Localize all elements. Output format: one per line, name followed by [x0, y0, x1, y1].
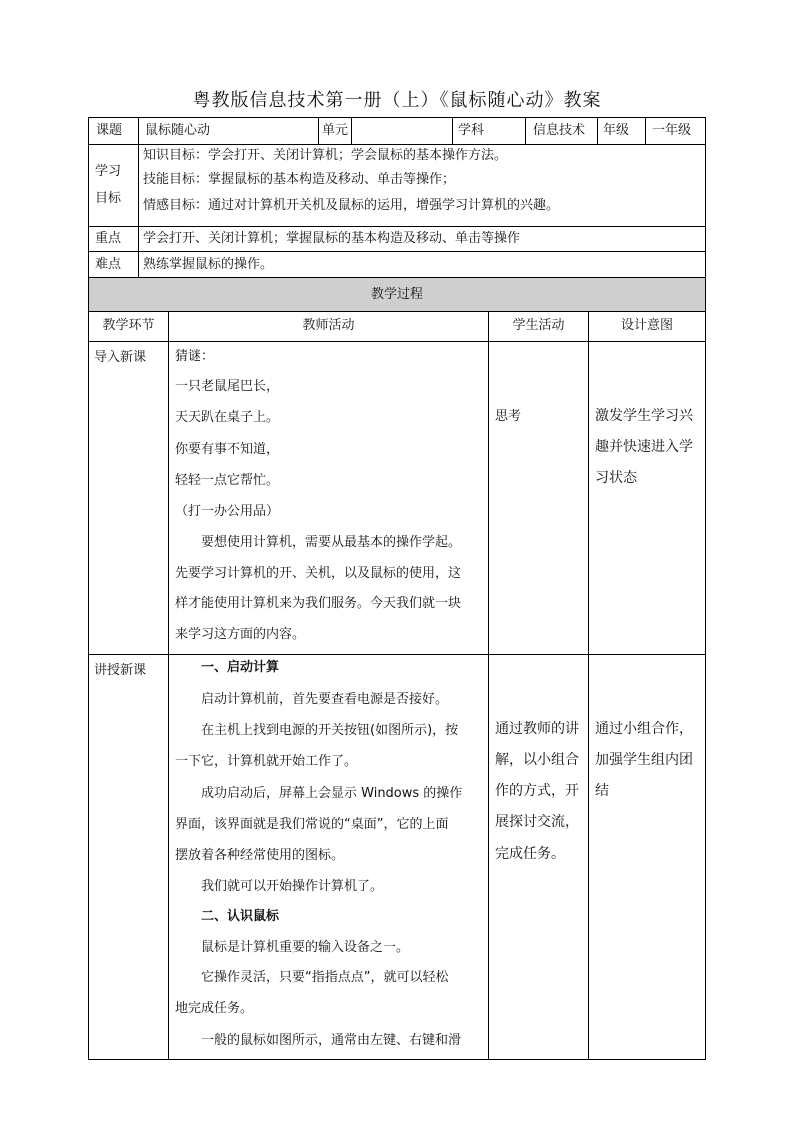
intro-line: 轻轻一点它帮忙。: [175, 473, 280, 488]
lecture-student-activity: [495, 719, 579, 868]
objectives-label-2: 目标: [95, 191, 122, 206]
lecture-teacher-activity: [175, 658, 462, 1053]
lecture-line: 一下它，计算机就开始工作了。: [175, 754, 358, 769]
intro-student-activity: 思考: [495, 409, 522, 424]
lecture-student-line: 通过教师的讲: [495, 721, 579, 737]
course-value: 鼠标随心动: [145, 123, 211, 138]
col-header-teacher: 教师活动: [302, 318, 355, 333]
objective-emotion: 情感目标：通过对计算机开关机及鼠标的运用，增强学习计算机的兴趣。: [143, 198, 560, 213]
intro-line: 猜谜：: [175, 349, 215, 364]
intro-line: 你要有事不知道，: [175, 442, 280, 457]
lecture-line: 我们就可以开始操作计算机了。: [175, 879, 384, 894]
lecture-design-line: 结: [595, 783, 609, 799]
intro-line: 要想使用计算机，需要从最基本的操作学起。: [175, 535, 462, 550]
col-header-student: 学生活动: [512, 318, 565, 333]
process-header: 教学过程: [370, 287, 423, 302]
intro-design-intent: [595, 406, 693, 492]
intro-design-line: 习状态: [595, 470, 637, 486]
grade-value: 一年级: [652, 123, 692, 138]
intro-line: 先要学习计算机的开、关机，以及鼠标的使用，这: [175, 566, 462, 581]
document-title: 粤教版信息技术第一册（上）《鼠标随心动》教案: [192, 90, 602, 111]
difficulties-label: 难点: [95, 257, 122, 272]
subject-value: 信息技术: [533, 123, 586, 138]
col-header-design: 设计意图: [620, 318, 673, 333]
intro-line: 天天趴在桌子上。: [175, 410, 280, 425]
section-heading-startup: 一、启动计算: [175, 660, 280, 675]
lecture-student-line: 解，以小组合: [495, 752, 579, 768]
lecture-line: 界面，该界面就是我们常说的“桌面”，它的上面: [175, 817, 449, 832]
lecture-stage: 讲授新课: [94, 663, 147, 678]
lecture-line: 它操作灵活，只要“指指点点”，就可以轻松: [175, 970, 449, 985]
lecture-student-line: 作的方式，开: [495, 783, 579, 799]
lecture-design-line: 通过小组合作，: [595, 721, 693, 737]
intro-design-line: 激发学生学习兴: [595, 408, 693, 424]
lecture-line: 摆放着各种经常使用的图标。: [175, 848, 345, 863]
intro-stage: 导入新课: [94, 350, 147, 365]
lecture-design-intent: [595, 719, 693, 805]
intro-design-line: 趣并快速进入学: [595, 439, 693, 455]
lecture-line: 启动计算机前，首先要查看电源是否接好。: [175, 692, 449, 707]
lecture-line: 鼠标是计算机重要的输入设备之一。: [175, 940, 410, 955]
unit-label: 单元: [322, 123, 349, 138]
intro-line: 一只老鼠尾巴长，: [175, 379, 280, 394]
difficulties-value: 熟练掌握鼠标的操作。: [143, 257, 274, 272]
lecture-line: 成功启动后，屏幕上会显示 Windows 的操作: [175, 786, 463, 801]
grade-label: 年级: [603, 123, 630, 138]
key-points-value: 学会打开、关闭计算机；掌握鼠标的基本构造及移动、单击等操作: [143, 231, 521, 246]
objectives-list: [143, 146, 559, 219]
lecture-line: 地完成任务。: [175, 1001, 254, 1016]
intro-teacher-activity: [175, 347, 461, 649]
lecture-student-line: 展探讨交流，: [495, 814, 579, 830]
intro-line: （打一办公用品）: [175, 504, 280, 519]
lecture-design-line: 加强学生组内团: [595, 752, 693, 768]
intro-line: 样才能使用计算机来为我们服务。今天我们就一块: [175, 596, 462, 611]
lecture-student-line: 完成任务。: [495, 846, 565, 862]
key-points-label: 重点: [95, 231, 122, 246]
intro-line: 来学习这方面的内容。: [175, 627, 306, 642]
section-heading-mouse: 二、认识鼠标: [175, 909, 280, 924]
lecture-line: 一般的鼠标如图所示，通常由左键、右键和滑: [175, 1033, 462, 1048]
col-header-stage: 教学环节: [102, 318, 155, 333]
course-label: 课题: [96, 123, 123, 138]
lecture-line: 在主机上找到电源的开关按钮(如图所示)，按: [175, 723, 459, 738]
objectives-label-1: 学习: [95, 164, 122, 179]
objective-skill: 技能目标：掌握鼠标的基本构造及移动、单击等操作；: [143, 172, 456, 187]
subject-label: 学科: [458, 123, 485, 138]
objective-knowledge: 知识目标：学会打开、关闭计算机；学会鼠标的基本操作方法。: [143, 148, 508, 163]
